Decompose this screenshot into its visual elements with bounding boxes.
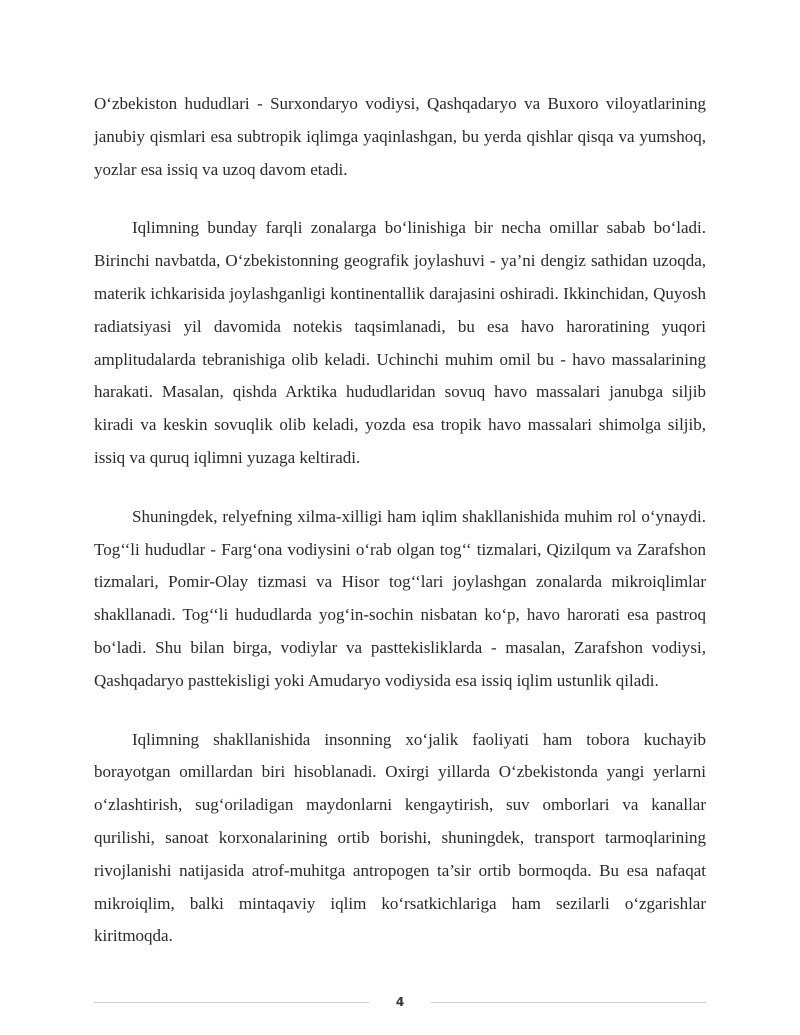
footer-rule-left (94, 1002, 369, 1003)
footer-rule-right (431, 1002, 706, 1003)
paragraph-3: Shuningdek, relyefning xilma-xilligi ham iqlim shakllanishida muhim rol o‘ynaydi. Tog‘‘li hududlar - Farg‘ona vodiysini o‘rab olgan tog‘‘ tizmalari, Qizilqum va Zarafshon tizmalari, Pomir-Olay tizmasi va Hisor tog‘‘lari joylashgan zonalarda mikroiqlimlar shakllanadi. Tog‘‘li hududlarda yog‘in-sochin nisbatan ko‘p, havo harorati esa pastroq bo‘ladi. Shu bilan birga, vodiylar va pasttekisliklarda - masalan, Zarafshon vodiysi, Qashqadaryo pasttekisligi yoki Amudaryo vodiysida esa issiq iqlim ustunlik qiladi. (94, 506, 706, 690)
paragraph-4: Iqlimning shakllanishida insonning xo‘jalik faoliyati ham tobora kuchayib borayotgan omillardan biri hisoblanadi. Oxirgi yillarda O‘zbekistonda yangi yerlarni o‘zlashtirish, sug‘oriladigan maydonlarni kengaytirish, suv omborlari va kanallar qurilishi, sanoat korxonalarining ortib borishi, shuningdek, transport tarmoqlarining rivojlanishi natijasida atrof-muhitga antropogen ta’sir ortib bormoqda. Bu esa nafaqat mikroiqlim, balki mintaqaviy iqlim ko‘rsatkichlariga ham sezilarli o‘zgarishlar kiritmoqda. (94, 729, 706, 946)
paragraph-2: Iqlimning bunday farqli zonalarga bo‘linishiga bir necha omillar sabab bo‘ladi. Birinchi navbatda, O‘zbekistonning geografik joylashuvi - ya’ni dengiz sathidan uzoqda, materik ichkarisida joylashganligi kontinentallik darajasini oshiradi. Ikkinchidan, Quyosh radiatsiyasi yil davomida notekis taqsimlanadi, bu esa havo haroratining yuqori amplitudalarda tebranishiga olib keladi. Uchinchi muhim omil bu - havo massalarining harakati. Masalan, qishda Arktika hududlaridan sovuq havo massalari janubga siljib kiradi va keskin sovuqlik olib keladi, yozda esa tropik havo massalari shimolga siljib, issiq va quruq iqlimni yuzaga keltiradi. (94, 218, 706, 467)
page-footer (94, 990, 706, 1014)
page-number: 4 (395, 995, 405, 1009)
paragraph-1: O‘zbekiston hududlari - Surxondaryo vodiysi, Qashqadaryo va Buxoro viloyatlarining janubiy qismlari esa subtropik iqlimga yaqinlashgan, bu yerda qishlar qisqa va yumshoq, yozlar esa issiq va uzoq davom etadi. (94, 94, 706, 179)
